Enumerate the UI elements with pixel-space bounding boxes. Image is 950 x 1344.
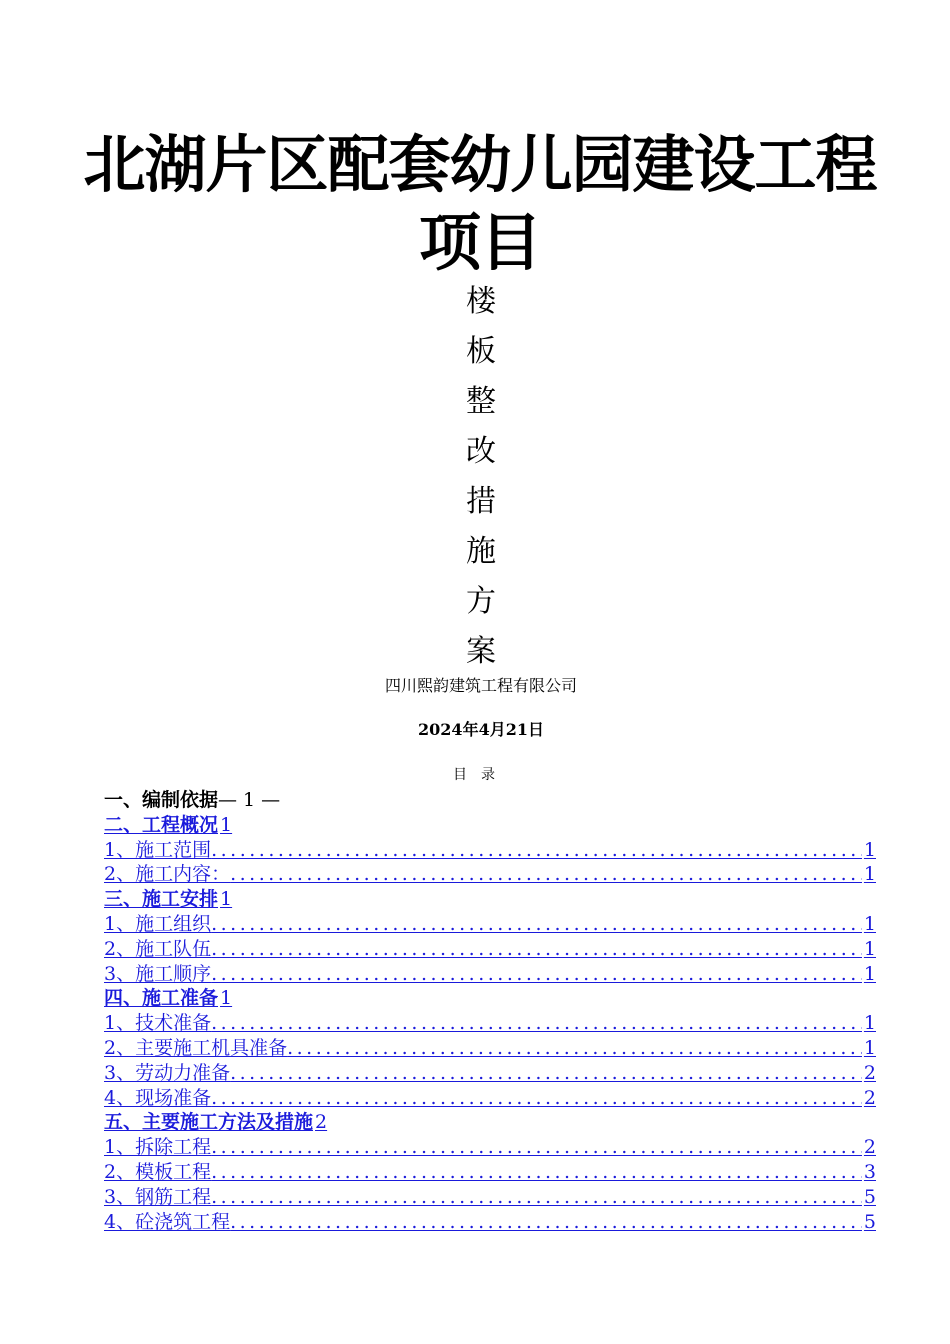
toc-page-number: 1 <box>863 1036 876 1059</box>
toc-entry-label: 1、技术准备 <box>104 1012 212 1035</box>
document-subtitle <box>431 277 531 677</box>
toc-page-number: — 1 — <box>218 789 281 811</box>
toc-entry-label: 4、砼浇筑工程 <box>104 1210 231 1233</box>
toc-dot-leader <box>211 1185 862 1210</box>
toc-item-link[interactable] <box>104 1185 876 1210</box>
toc-item-link[interactable] <box>104 862 876 887</box>
toc-entry-label: 四、施工准备 <box>104 987 219 1010</box>
toc-section-link[interactable] <box>104 887 876 912</box>
toc-page-number: 1 <box>220 813 233 836</box>
toc-entry-label: 1、施工范围 <box>104 838 212 861</box>
toc-dot-leader <box>211 1086 862 1111</box>
toc-page-number: 2 <box>863 1086 876 1109</box>
subtitle-char: 案 <box>466 634 496 669</box>
toc-dot-leader <box>287 1036 862 1061</box>
toc-entry-label: 三、施工安排 <box>104 888 219 911</box>
toc-item-link[interactable] <box>104 912 876 937</box>
document-date: 2024年4月21日 <box>418 720 544 739</box>
toc-section-link[interactable] <box>104 1110 876 1135</box>
toc-section-link[interactable] <box>104 813 876 838</box>
toc-item-link[interactable] <box>104 962 876 987</box>
subtitle-char: 施 <box>466 534 496 569</box>
subtitle-char: 措 <box>466 484 496 519</box>
toc-page-number: 3 <box>863 1160 876 1183</box>
document-title-line-1: 北湖片区配套幼儿园建设工程 <box>83 128 877 201</box>
toc-entry-label: 3、施工顺序 <box>104 962 212 985</box>
toc-page-number: 1 <box>863 912 876 935</box>
toc-entry-static <box>104 788 876 813</box>
toc-entry-label: 2、主要施工机具准备 <box>104 1036 288 1059</box>
toc-page-number: 1 <box>863 962 876 985</box>
toc-item-link[interactable] <box>104 1135 876 1160</box>
toc-dot-leader <box>211 1011 862 1036</box>
toc-page-number: 5 <box>863 1210 876 1233</box>
toc-page-number: 5 <box>863 1185 876 1208</box>
toc-dot-leader <box>211 912 862 937</box>
subtitle-char: 改 <box>466 434 496 469</box>
toc-dot-leader <box>211 1160 862 1185</box>
toc-entry-label: 2、模板工程 <box>104 1160 212 1183</box>
toc-dot-leader <box>211 937 862 962</box>
subtitle-char: 整 <box>466 384 496 419</box>
toc-entry-label: 2、施工内容： <box>104 863 231 886</box>
table-of-contents <box>104 788 876 1234</box>
subtitle-char: 方 <box>466 584 496 619</box>
subtitle-char: 楼 <box>466 284 496 319</box>
toc-dot-leader <box>211 1135 862 1160</box>
toc-dot-leader <box>230 1210 862 1235</box>
toc-item-link[interactable] <box>104 1061 876 1086</box>
toc-item-link[interactable] <box>104 1210 876 1235</box>
toc-item-link[interactable] <box>104 937 876 962</box>
toc-item-link[interactable] <box>104 1086 876 1111</box>
toc-entry-label: 一、编制依据 <box>104 789 219 811</box>
toc-entry-label: 4、现场准备 <box>104 1086 212 1109</box>
toc-entry-label: 2、施工队伍 <box>104 937 212 960</box>
toc-page-number: 1 <box>863 863 876 886</box>
toc-page-number: 2 <box>315 1111 328 1134</box>
toc-dot-leader <box>230 862 862 887</box>
toc-entry-label: 1、施工组织 <box>104 912 212 935</box>
toc-page-number: 2 <box>863 1136 876 1159</box>
toc-page-number: 1 <box>220 888 233 911</box>
toc-dot-leader <box>211 962 862 987</box>
toc-dot-leader <box>211 838 862 863</box>
subtitle-char: 板 <box>466 334 496 369</box>
toc-page-number: 1 <box>863 1012 876 1035</box>
document-title-line-2: 项目 <box>418 206 541 279</box>
toc-entry-label: 3、劳动力准备 <box>104 1061 231 1084</box>
toc-entry-label: 1、拆除工程 <box>104 1136 212 1159</box>
toc-heading: 目录 <box>453 767 509 783</box>
toc-page-number: 1 <box>863 838 876 861</box>
company-name: 四川熙韵建筑工程有限公司 <box>384 676 577 695</box>
toc-page-number: 1 <box>220 987 233 1010</box>
toc-page-number: 2 <box>863 1061 876 1084</box>
toc-item-link[interactable] <box>104 1160 876 1185</box>
toc-entry-label: 二、工程概况 <box>104 813 219 836</box>
toc-section-link[interactable] <box>104 986 876 1011</box>
toc-entry-label: 3、钢筋工程 <box>104 1185 212 1208</box>
toc-item-link[interactable] <box>104 838 876 863</box>
toc-page-number: 1 <box>863 937 876 960</box>
toc-dot-leader <box>230 1061 862 1086</box>
toc-item-link[interactable] <box>104 1011 876 1036</box>
toc-entry-label: 五、主要施工方法及措施 <box>104 1111 314 1134</box>
toc-item-link[interactable] <box>104 1036 876 1061</box>
